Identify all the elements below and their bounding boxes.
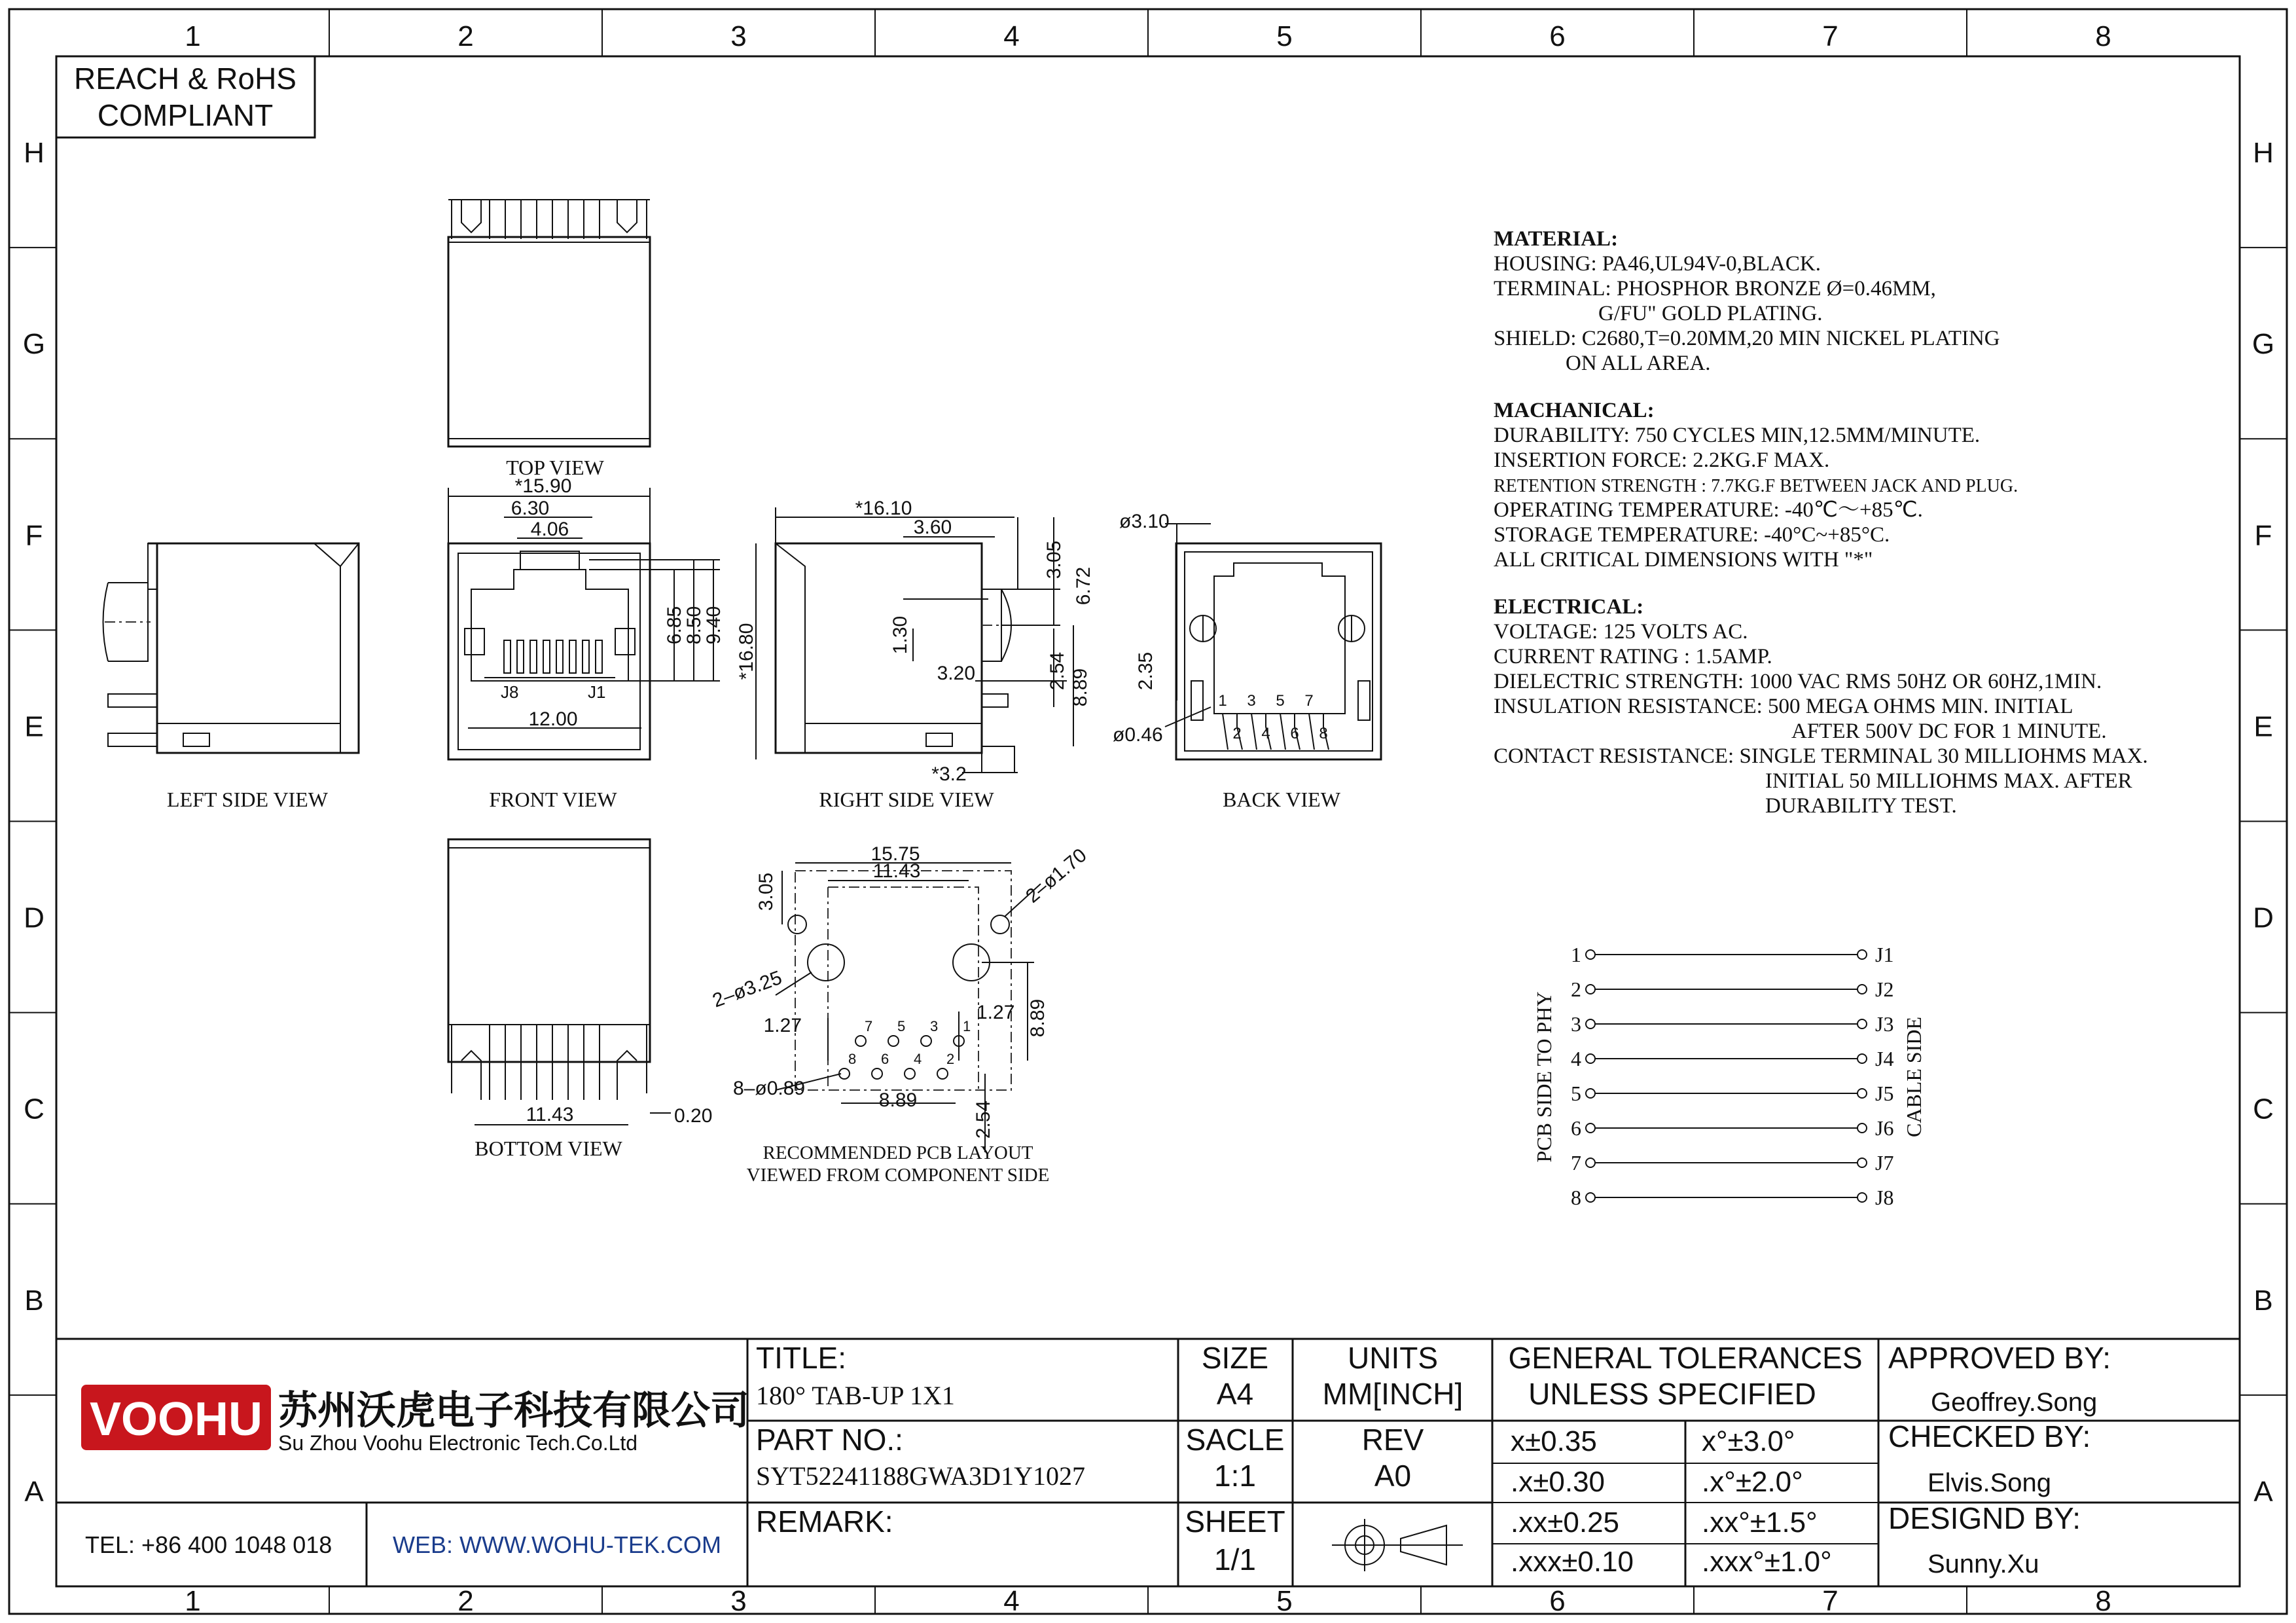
row-label-left: G bbox=[22, 328, 46, 361]
front-view bbox=[448, 475, 725, 811]
front-dim-width: *15.90 bbox=[514, 475, 572, 497]
right-dim-254: 2.54 bbox=[1047, 651, 1068, 691]
tolerance-angular: x°±3.0° bbox=[1702, 1425, 1795, 1457]
rev-value: A0 bbox=[1374, 1459, 1412, 1493]
pcb-pin-number: 1 bbox=[963, 1018, 971, 1034]
column-label-bottom: 4 bbox=[1003, 1585, 1020, 1617]
wiring-left-label: PCB SIDE TO PHY bbox=[1532, 991, 1556, 1163]
spec-line: DURABILITY: 750 CYCLES MIN,12.5MM/MINUTE. bbox=[1494, 424, 1981, 447]
rev-label: REV bbox=[1361, 1423, 1424, 1457]
spec-line: OPERATING TEMPERATURE: -40℃～+85℃. bbox=[1494, 498, 1923, 522]
wiring-right-label: J6 bbox=[1875, 1116, 1894, 1140]
spec-line: DIELECTRIC STRENGTH: 1000 VAC RMS 50HZ OR 60HZ,1MIN. bbox=[1494, 670, 2102, 693]
back-pin-number: 1 bbox=[1218, 692, 1227, 710]
pcb-pin-number: 7 bbox=[865, 1018, 873, 1034]
tolerance-linear: .xxx±0.10 bbox=[1511, 1546, 1634, 1578]
row-label-right: F bbox=[2254, 519, 2272, 552]
spec-line: INSULATION RESISTANCE: 500 MEGA OHMS MIN. INITIAL bbox=[1494, 695, 2073, 718]
tolerance-linear: .xx±0.25 bbox=[1511, 1506, 1620, 1539]
row-label-right: H bbox=[2253, 137, 2274, 170]
pcb-dim-254: 2.54 bbox=[973, 1100, 994, 1139]
spec-line: HOUSING: PA46,UL94V-0,BLACK. bbox=[1494, 252, 1821, 276]
wiring-left-number: 1 bbox=[1571, 943, 1581, 966]
right-side-view bbox=[736, 498, 1094, 811]
pcb-dim-1143: 11.43 bbox=[872, 860, 921, 882]
back-dim-310: ø3.10 bbox=[1119, 511, 1170, 532]
designed-value: Sunny.Xu bbox=[1928, 1550, 2039, 1578]
wiring-right-label: J8 bbox=[1875, 1186, 1894, 1209]
part-no-value: SYT52241188GWA3D1Y1027 bbox=[756, 1461, 1085, 1491]
wiring-left-number: 7 bbox=[1571, 1151, 1581, 1175]
pcb-dim-170: 2–ø1.70 bbox=[1022, 844, 1091, 907]
row-label-left: A bbox=[24, 1475, 44, 1508]
wiring-left-number: 3 bbox=[1571, 1012, 1581, 1036]
bottom-view-label: BOTTOM VIEW bbox=[475, 1137, 622, 1160]
approved-label: APPROVED BY: bbox=[1888, 1341, 2111, 1375]
row-label-right: D bbox=[2253, 902, 2274, 934]
tolerance-angular: .xxx°±1.0° bbox=[1702, 1546, 1832, 1578]
wiring-right-label: J4 bbox=[1875, 1047, 1894, 1070]
row-label-right: A bbox=[2253, 1475, 2273, 1508]
column-label-bottom: 2 bbox=[457, 1585, 474, 1617]
right-dim-360: 3.60 bbox=[913, 517, 952, 538]
spec-line: DURABILITY TEST. bbox=[1765, 794, 1957, 818]
column-label-top: 1 bbox=[185, 20, 201, 52]
tolerance-angular: .x°±2.0° bbox=[1702, 1466, 1803, 1498]
wiring-left-number: 6 bbox=[1571, 1116, 1581, 1140]
pcb-layout bbox=[709, 843, 1090, 1186]
column-label-top: 4 bbox=[1003, 20, 1020, 52]
left-side-view-label: LEFT SIDE VIEW bbox=[167, 788, 328, 811]
pcb-layout-label-2: VIEWED FROM COMPONENT SIDE bbox=[746, 1165, 1050, 1186]
wiring-right-label: J1 bbox=[1875, 943, 1894, 966]
spec-heading: MACHANICAL: bbox=[1494, 399, 1655, 422]
wiring-diagram bbox=[1532, 943, 1926, 1209]
row-label-right: B bbox=[2253, 1284, 2273, 1317]
logo-text: VOOHU bbox=[89, 1393, 263, 1446]
company-name-cn: 苏州沃虎电子科技有限公司 bbox=[278, 1389, 749, 1432]
front-j8-label: J8 bbox=[501, 682, 519, 702]
right-dim-130: 1.30 bbox=[889, 615, 911, 655]
row-label-left: B bbox=[24, 1284, 44, 1317]
part-no-label: PART NO.: bbox=[756, 1423, 903, 1457]
row-label-right: E bbox=[2253, 710, 2273, 743]
units-label: UNITS bbox=[1348, 1341, 1438, 1375]
pcb-pin-number: 6 bbox=[881, 1051, 889, 1067]
wiring-right-label: J5 bbox=[1875, 1082, 1894, 1105]
right-dim-1680: *16.80 bbox=[736, 623, 757, 680]
spec-line: G/FU" GOLD PLATING. bbox=[1598, 302, 1823, 325]
compliance-line2: COMPLIANT bbox=[97, 98, 274, 132]
designed-label: DESIGND BY: bbox=[1888, 1501, 2081, 1535]
column-label-bottom: 7 bbox=[1822, 1585, 1839, 1617]
units-value: MM[INCH] bbox=[1322, 1377, 1463, 1411]
bottom-dim-020: 0.20 bbox=[674, 1105, 713, 1127]
back-pin-number: 2 bbox=[1232, 725, 1242, 742]
sheet-value: 1/1 bbox=[1214, 1542, 1256, 1577]
column-label-top: 5 bbox=[1276, 20, 1293, 52]
title-block bbox=[56, 1339, 2240, 1586]
right-dim-889: 8.89 bbox=[1069, 668, 1091, 707]
right-dim-320: 3.20 bbox=[937, 663, 975, 684]
spec-line: SHIELD: C2680,T=0.20MM,20 MIN NICKEL PLATING bbox=[1494, 327, 2000, 350]
specification-notes bbox=[1494, 227, 2148, 818]
front-dim-685: 6.85 bbox=[664, 606, 685, 645]
wiring-left-number: 5 bbox=[1571, 1082, 1581, 1105]
column-label-top: 6 bbox=[1549, 20, 1566, 52]
front-dim-1200: 12.00 bbox=[528, 708, 578, 730]
row-label-left: F bbox=[25, 519, 43, 552]
back-pin-number: 7 bbox=[1304, 692, 1314, 710]
spec-line: STORAGE TEMPERATURE: -40°C~+85°C. bbox=[1494, 523, 1890, 547]
size-label: SIZE bbox=[1201, 1341, 1269, 1375]
back-dim-235: 2.35 bbox=[1135, 651, 1157, 691]
top-view bbox=[448, 200, 650, 479]
back-pin-number: 8 bbox=[1319, 725, 1328, 742]
spec-line: CONTACT RESISTANCE: SINGLE TERMINAL 30 MILLIOHMS MAX. bbox=[1494, 744, 2148, 768]
pcb-dim-089: 8–ø0.89 bbox=[733, 1078, 806, 1099]
spec-line: VOLTAGE: 125 VOLTS AC. bbox=[1494, 620, 1748, 644]
pcb-layout-label-1: RECOMMENDED PCB LAYOUT bbox=[762, 1142, 1033, 1163]
pcb-dim-1575: 15.75 bbox=[870, 843, 920, 865]
front-dim-630: 6.30 bbox=[511, 498, 550, 519]
row-label-left: C bbox=[24, 1093, 45, 1125]
pcb-pin-number: 4 bbox=[914, 1051, 922, 1067]
right-dim-32: *3.2 bbox=[931, 763, 967, 785]
pcb-dim-305: 3.05 bbox=[755, 872, 777, 911]
back-pin-number: 5 bbox=[1276, 692, 1285, 710]
spec-line: AFTER 500V DC FOR 1 MINUTE. bbox=[1791, 720, 2107, 743]
spec-line: INSERTION FORCE: 2.2KG.F MAX. bbox=[1494, 448, 1830, 472]
scale-value: 1:1 bbox=[1214, 1459, 1256, 1493]
pcb-dim-127a: 1.27 bbox=[763, 1015, 802, 1036]
back-view bbox=[1113, 511, 1381, 811]
back-pin-number: 3 bbox=[1247, 692, 1256, 710]
back-pin-number: 6 bbox=[1290, 725, 1299, 742]
right-side-view-label: RIGHT SIDE VIEW bbox=[819, 788, 994, 811]
right-dim-305: 3.05 bbox=[1043, 540, 1065, 579]
approved-value: Geoffrey.Song bbox=[1931, 1388, 2098, 1417]
tolerance-linear: x±0.35 bbox=[1511, 1425, 1597, 1457]
pcb-pin-number: 3 bbox=[930, 1018, 939, 1034]
front-view-label: FRONT VIEW bbox=[489, 788, 617, 811]
row-label-right: C bbox=[2253, 1093, 2274, 1125]
column-label-bottom: 6 bbox=[1549, 1585, 1566, 1617]
front-j1-label: J1 bbox=[588, 682, 606, 702]
right-dim-1610: *16.10 bbox=[855, 498, 912, 519]
column-label-top: 3 bbox=[730, 20, 747, 52]
sheet-label: SHEET bbox=[1185, 1504, 1285, 1539]
spec-line: ON ALL AREA. bbox=[1566, 352, 1711, 375]
tolerance-angular: .xx°±1.5° bbox=[1702, 1506, 1818, 1539]
column-label-top: 2 bbox=[457, 20, 474, 52]
company-tel: TEL: +86 400 1048 018 bbox=[85, 1531, 332, 1558]
spec-heading: ELECTRICAL: bbox=[1494, 595, 1644, 619]
back-dim-046: ø0.46 bbox=[1113, 724, 1163, 746]
spec-line: ALL CRITICAL DIMENSIONS WITH "*" bbox=[1494, 548, 1873, 572]
checked-label: CHECKED BY: bbox=[1888, 1419, 2091, 1453]
wiring-left-number: 8 bbox=[1571, 1186, 1581, 1209]
column-label-bottom: 3 bbox=[730, 1585, 747, 1617]
spec-line: RETENTION STRENGTH : 7.7KG.F BETWEEN JACK AND PLUG. bbox=[1494, 476, 2018, 496]
tolerance-heading-1: GENERAL TOLERANCES bbox=[1508, 1341, 1863, 1375]
column-label-bottom: 8 bbox=[2095, 1585, 2111, 1617]
size-value: A4 bbox=[1216, 1377, 1254, 1411]
pcb-pin-number: 8 bbox=[848, 1051, 857, 1067]
wiring-right-label: J3 bbox=[1875, 1012, 1894, 1036]
company-web: WEB: WWW.WOHU-TEK.COM bbox=[393, 1531, 721, 1558]
compliance-line1: REACH & RoHS bbox=[74, 62, 296, 96]
remark-label: REMARK: bbox=[756, 1504, 893, 1539]
row-label-right: G bbox=[2251, 328, 2275, 361]
pcb-dim-889v: 8.89 bbox=[1027, 998, 1049, 1038]
front-dim-850: 8.50 bbox=[683, 606, 705, 645]
back-pin-number: 4 bbox=[1261, 725, 1270, 742]
spec-line: TERMINAL: PHOSPHOR BRONZE Ø=0.46MM, bbox=[1494, 277, 1936, 301]
row-label-left: E bbox=[24, 710, 44, 743]
tolerance-heading-2: UNLESS SPECIFIED bbox=[1528, 1377, 1816, 1411]
right-dim-672: 6.72 bbox=[1073, 566, 1094, 606]
scale-label: SACLE bbox=[1185, 1423, 1285, 1457]
left-side-view bbox=[103, 543, 359, 811]
wiring-right-label: J7 bbox=[1875, 1151, 1894, 1175]
projection-symbol-icon bbox=[1332, 1519, 1463, 1571]
wiring-left-number: 2 bbox=[1571, 977, 1581, 1001]
wiring-left-number: 4 bbox=[1571, 1047, 1581, 1070]
column-label-top: 8 bbox=[2095, 20, 2111, 52]
pcb-dim-325: 2–ø3.25 bbox=[709, 966, 785, 1012]
column-label-top: 7 bbox=[1822, 20, 1839, 52]
spec-heading: MATERIAL: bbox=[1494, 227, 1619, 251]
front-dim-940: 9.40 bbox=[703, 606, 725, 645]
column-label-bottom: 1 bbox=[185, 1585, 201, 1617]
wiring-right-label: J2 bbox=[1875, 977, 1894, 1001]
front-dim-406: 4.06 bbox=[530, 519, 569, 540]
spec-line: CURRENT RATING : 1.5AMP. bbox=[1494, 645, 1772, 668]
top-view-label: TOP VIEW bbox=[506, 456, 604, 479]
wiring-right-label: CABLE SIDE bbox=[1902, 1017, 1926, 1137]
checked-value: Elvis.Song bbox=[1928, 1468, 2051, 1497]
pcb-pin-number: 5 bbox=[897, 1018, 906, 1034]
tolerance-linear: .x±0.30 bbox=[1511, 1466, 1605, 1498]
pcb-dim-127b: 1.27 bbox=[977, 1002, 1015, 1023]
row-label-left: D bbox=[24, 902, 45, 934]
title-value: 180° TAB-UP 1X1 bbox=[756, 1381, 955, 1410]
back-view-label: BACK VIEW bbox=[1223, 788, 1340, 811]
column-label-bottom: 5 bbox=[1276, 1585, 1293, 1617]
pcb-dim-889h: 8.89 bbox=[878, 1089, 918, 1111]
bottom-view bbox=[448, 839, 712, 1160]
compliance-box bbox=[56, 56, 315, 137]
title-label: TITLE: bbox=[756, 1341, 847, 1375]
company-name-en: Su Zhou Voohu Electronic Tech.Co.Ltd bbox=[278, 1431, 638, 1455]
row-label-left: H bbox=[24, 137, 45, 170]
spec-line: INITIAL 50 MILLIOHMS MAX. AFTER bbox=[1765, 769, 2132, 793]
pcb-pin-number: 2 bbox=[946, 1051, 955, 1067]
bottom-dim-1143: 11.43 bbox=[526, 1104, 574, 1125]
